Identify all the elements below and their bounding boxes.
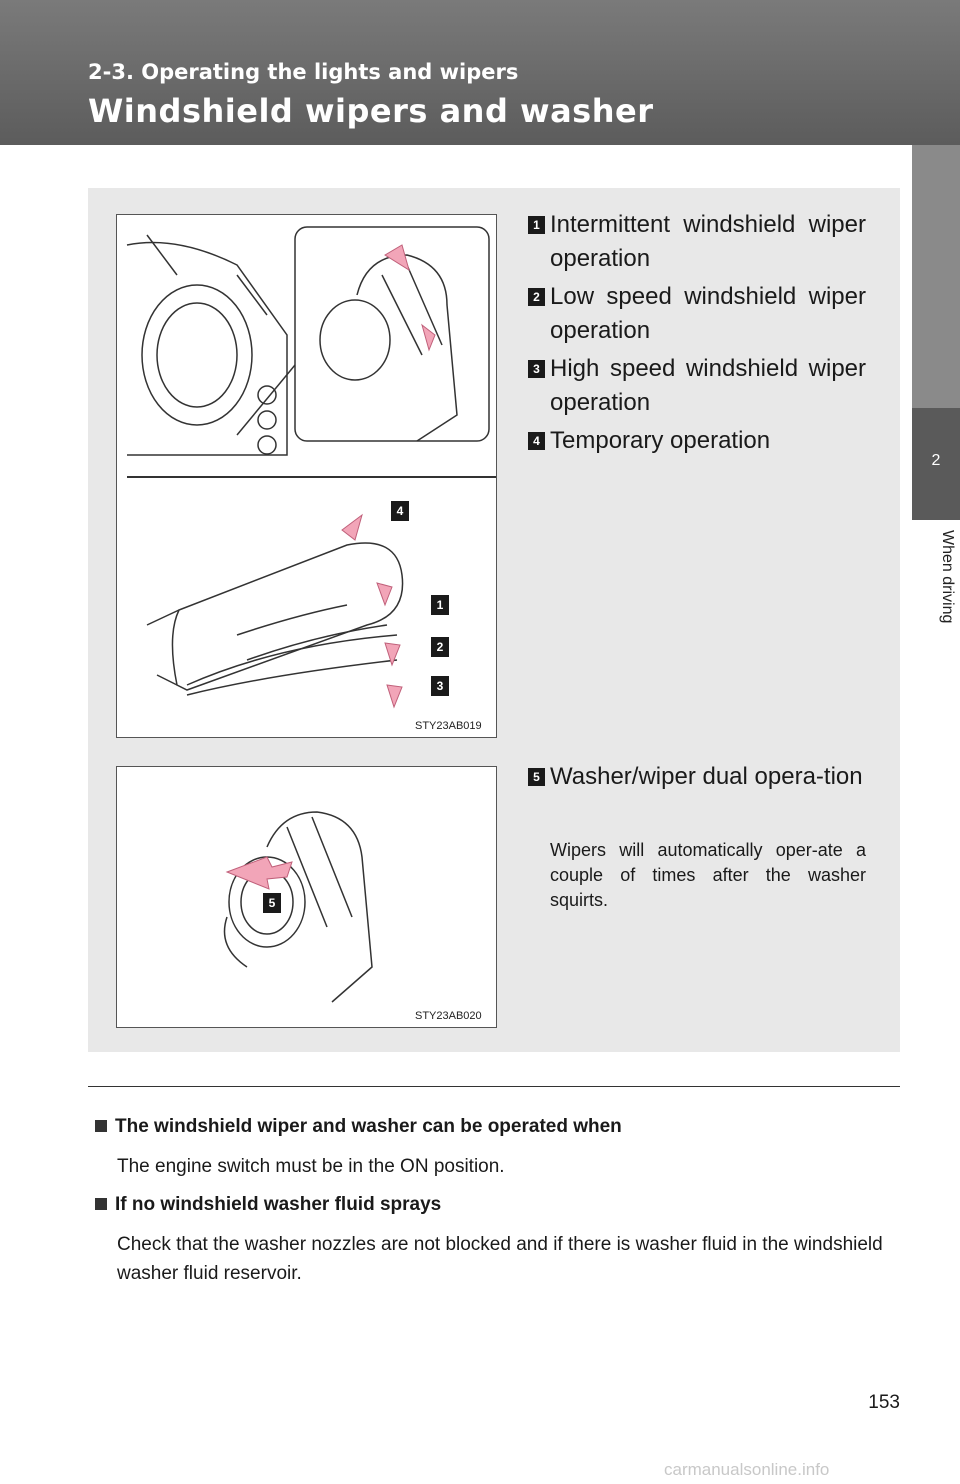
item-text: Low speed windshield wiper operation — [550, 283, 866, 344]
item-number: 1 — [528, 216, 545, 234]
chapter-number: 2 — [931, 452, 941, 469]
list-item — [528, 352, 866, 420]
note-body: The engine switch must be in the ON position. — [117, 1156, 505, 1177]
figure-code: STY23AB019 — [415, 720, 482, 732]
list-item — [528, 280, 866, 348]
item-text: Temporary operation — [550, 427, 771, 454]
item-number: 3 — [528, 360, 545, 378]
callout-2: 2 — [431, 637, 449, 657]
bullet-square-icon — [95, 1120, 107, 1132]
washer-lever-drawing — [117, 767, 496, 1027]
item-number: 4 — [528, 432, 545, 450]
bullet-square-icon — [95, 1198, 107, 1210]
figure-code: STY23AB020 — [415, 1010, 482, 1022]
watermark: carmanualsonline.info — [664, 1460, 830, 1479]
page-number: 153 — [868, 1392, 900, 1413]
note-body: Check that the washer nozzles are not blocked and if there is washer fluid in the windshield washer fluid reservoir. — [117, 1234, 883, 1284]
callout-3: 3 — [431, 676, 449, 696]
note-heading: The windshield wiper and washer can be operated when — [95, 1116, 622, 1138]
item-text: Intermittent windshield wiper operation — [550, 211, 866, 272]
washer-illustration — [116, 766, 497, 1028]
list-item — [528, 208, 866, 276]
item-number: 5 — [528, 768, 545, 786]
list-item — [528, 424, 866, 458]
item-text: High speed windshield wiper operation — [550, 355, 866, 416]
wiper-lever-illustration — [116, 214, 497, 738]
washer-note: Wipers will automatically oper-ate a couple of times after the washer squirts. — [550, 840, 866, 910]
note-heading: If no windshield washer fluid sprays — [95, 1194, 441, 1216]
callout-1: 1 — [431, 595, 449, 615]
list-item — [528, 760, 866, 794]
item-text: Washer/wiper dual opera-tion — [550, 763, 863, 790]
chapter-name: When driving — [939, 530, 956, 624]
page-header — [0, 0, 960, 145]
wiper-lever-drawing — [117, 215, 496, 737]
item-number: 2 — [528, 288, 545, 306]
page-title: Windshield wipers and washer — [88, 92, 654, 130]
callout-5: 5 — [263, 893, 281, 913]
section-label: 2-3. Operating the lights and wipers — [88, 60, 519, 84]
callout-4: 4 — [391, 501, 409, 521]
divider — [88, 1086, 900, 1087]
